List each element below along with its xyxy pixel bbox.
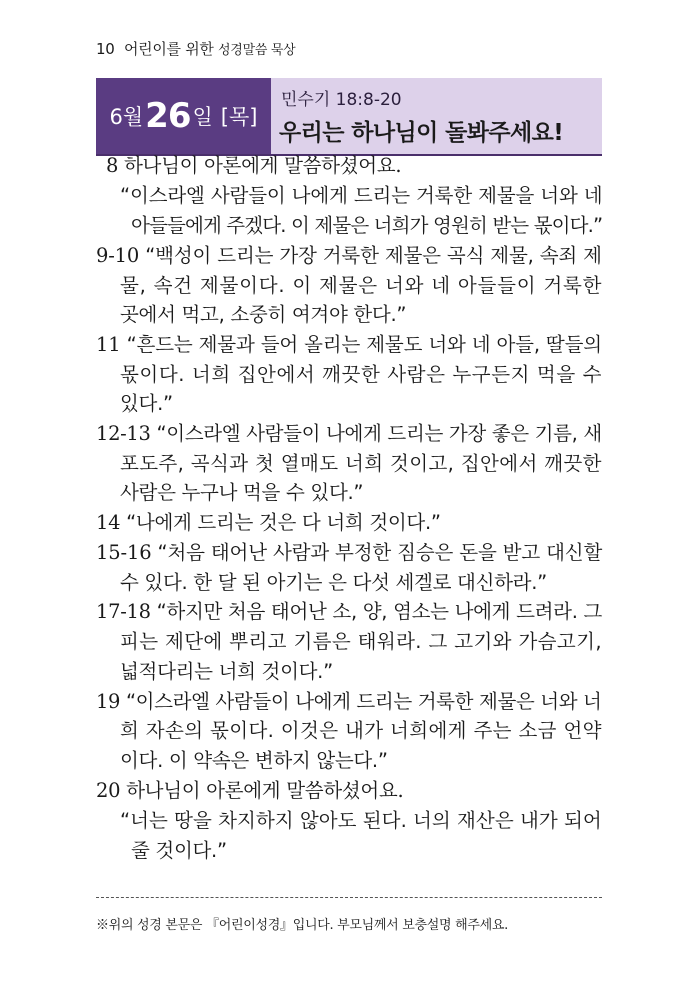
devotion-headline: 우리는 하나님이 돌봐주세요! — [279, 120, 564, 146]
verse-line — [131, 838, 227, 864]
verse-line — [96, 332, 602, 358]
verse-text: “하지만 처음 태어난 소, 양, 염소는 나에게 드려라. 그 — [156, 600, 603, 623]
footnote: ※위의 성경 본문은 『어린이성경』입니다. 부모님께서 보충설명 해주세요. — [96, 918, 508, 933]
verse-number: 20 — [96, 779, 127, 802]
verse-number: 14 — [96, 511, 127, 534]
page-header — [96, 38, 295, 59]
verse-line — [120, 362, 602, 388]
verse-text: “흔드는 제물과 들어 올리는 제물도 너와 네 아들, 딸들의 — [126, 333, 602, 356]
verse-text: 피는 제단에 뿌리고 기름은 태워라. 그 고기와 가슴고기, — [120, 630, 602, 653]
verse-text: “이스라엘 사람들이 나에게 드리는 가장 좋은 기름, 새 — [156, 422, 602, 445]
verse-text: 이다. 이 약속은 변하지 않는다.” — [120, 749, 388, 772]
verse-text: 몫이다. 너희 집안에서 깨끗한 사람은 누구든지 먹을 수 — [120, 363, 603, 386]
verse-number: 11 — [96, 333, 127, 356]
verse-text: 하나님이 아론에게 말씀하셨어요. — [124, 154, 402, 177]
verse-text: 하나님이 아론에게 말씀하셨어요. — [126, 779, 404, 802]
verse-number: 15-16 — [96, 541, 158, 564]
verse-text: “백성이 드리는 가장 거룩한 제물은 곡식 제물, 속죄 제 — [145, 244, 602, 267]
verse-line — [96, 510, 441, 536]
verse-text: 곳에서 먹고, 소중히 여겨야 한다.” — [120, 303, 407, 326]
verse-line — [120, 748, 388, 774]
verse-text: 줄 것이다.” — [131, 839, 227, 862]
verse-line — [120, 629, 602, 655]
date-weekday: [목] — [220, 105, 258, 129]
verse-text: “이스라엘 사람들이 나에게 드리는 거룩한 제물을 너와 네 — [120, 184, 603, 207]
verse-text: 아들들에게 주겠다. 이 제물은 너희가 영원히 받는 몫이다.” — [131, 214, 603, 237]
verse-text: 포도주, 곡식과 첫 열매도 너희 것이고, 집안에서 깨끗한 — [120, 452, 602, 475]
verse-line — [106, 153, 401, 179]
scripture-reference: 민수기 18:8-20 — [281, 90, 402, 110]
title-panel — [271, 78, 602, 154]
verse-text: 물, 속건 제물이다. 이 제물은 너와 네 아들들이 거룩한 — [120, 274, 603, 297]
verse-line — [120, 302, 406, 328]
verse-number: 8 — [106, 154, 125, 177]
verse-number: 17-18 — [96, 600, 157, 623]
verse-number: 19 — [96, 690, 126, 713]
date-box — [96, 78, 271, 154]
book-title-part2: 성경말씀 묵상 — [218, 43, 296, 58]
verse-text: 희 자손의 몫이다. 이것은 내가 너희에게 주는 소금 언약 — [120, 719, 602, 742]
devotion-title-band — [96, 78, 602, 156]
verse-line — [96, 778, 403, 804]
date-month: 6월 — [109, 105, 144, 129]
verse-text: “너는 땅을 차지하지 않아도 된다. 너의 재산은 내가 되어 — [120, 809, 602, 832]
date-day-suffix: 일 — [192, 105, 213, 129]
page-number: 10 — [96, 40, 115, 58]
verse-text: 있다.” — [120, 392, 173, 415]
verse-text: 수 있다. 한 달 된 아기는 은 다섯 세겔로 대신하라.” — [120, 571, 547, 594]
verse-line — [96, 421, 602, 447]
verse-text: “나에게 드리는 것은 다 너희 것이다.” — [126, 511, 441, 534]
verse-line — [96, 599, 602, 625]
verse-text: “이스라엘 사람들이 나에게 드리는 거룩한 제물은 너와 너 — [125, 690, 602, 713]
date-day: 26 — [145, 96, 191, 136]
verse-line — [120, 570, 547, 596]
verse-number: 12-13 — [96, 422, 157, 445]
book-title-part1: 어린이를 위한 — [123, 40, 214, 58]
verse-line — [120, 273, 602, 299]
verse-line — [131, 213, 602, 239]
verse-line — [96, 243, 602, 269]
verse-line — [96, 540, 602, 566]
verse-line — [120, 183, 602, 209]
verse-number: 9-10 — [96, 244, 146, 267]
verse-line — [120, 718, 602, 744]
verse-text: 사람은 누구나 먹을 수 있다.” — [120, 481, 364, 504]
verse-text: “처음 태어난 사람과 부정한 짐승은 돈을 받고 대신할 — [157, 541, 603, 564]
verse-line — [96, 689, 602, 715]
verse-line — [120, 659, 333, 685]
verse-text: 넓적다리는 너희 것이다.” — [120, 660, 333, 683]
verse-line — [120, 451, 602, 477]
verse-line — [120, 391, 173, 417]
verse-line — [120, 808, 602, 834]
verse-line — [120, 480, 363, 506]
footnote-divider — [96, 897, 602, 898]
